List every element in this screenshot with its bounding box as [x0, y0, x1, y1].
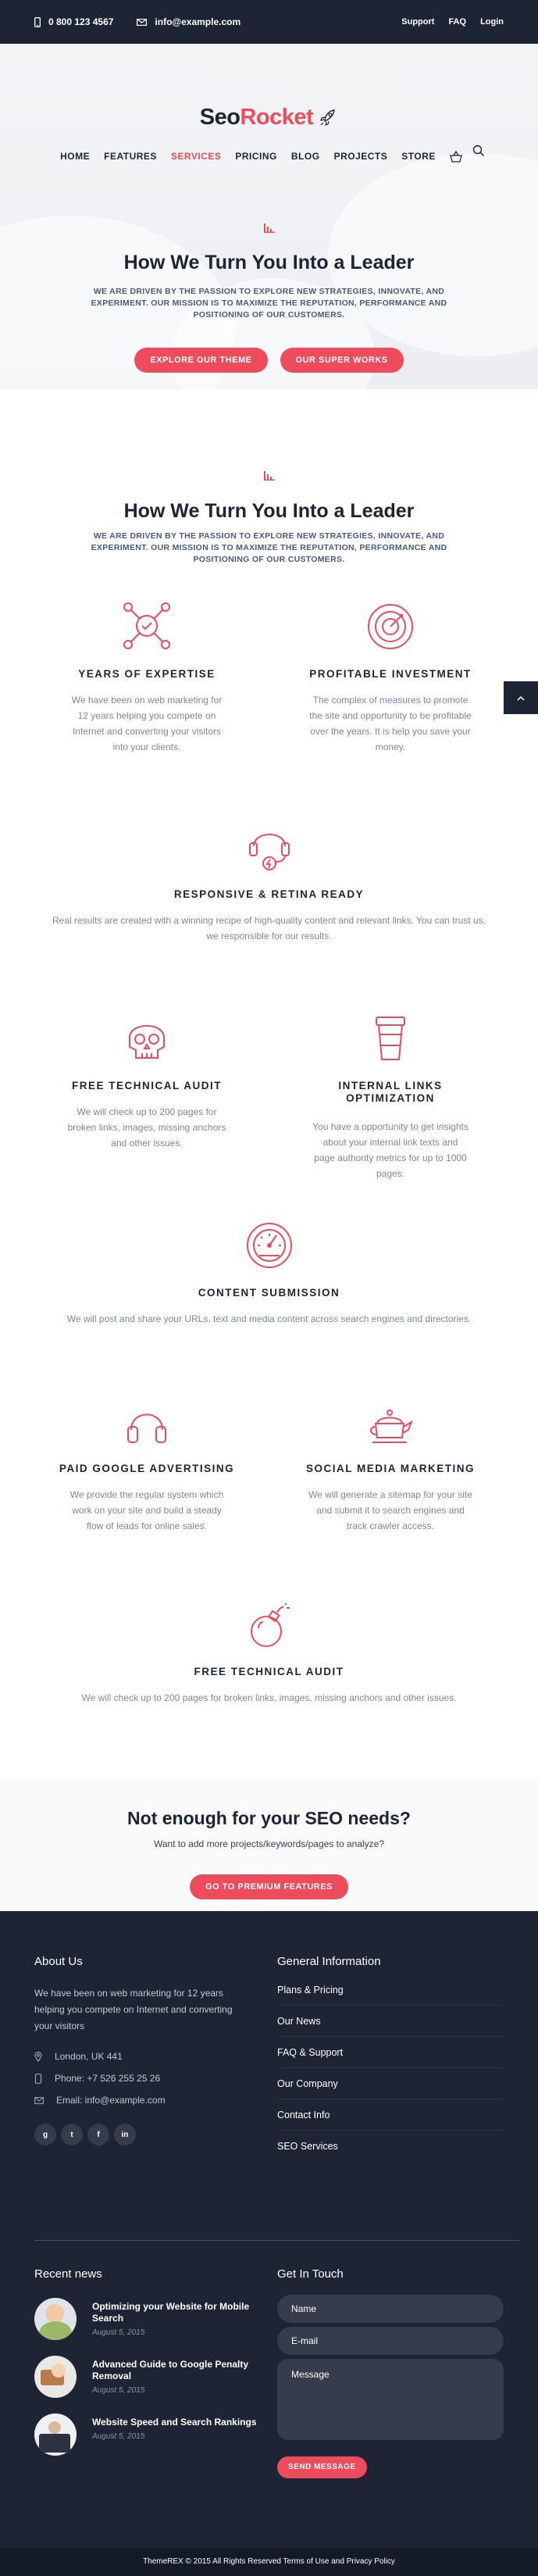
nav-store[interactable]: STORE — [401, 151, 436, 162]
headphones-icon — [30, 1391, 264, 1445]
contact-form — [277, 2267, 511, 2478]
premium-features-button[interactable]: GO TO PREMIUM FEATURES — [190, 1874, 348, 1899]
logo-text-seo: Seo — [199, 105, 240, 130]
feature-text: We have been on web marketing for 12 years helping you compete on Internet and converting your visitors into your clients. — [71, 695, 223, 752]
phone-number: 0 800 123 4567 — [48, 16, 114, 27]
email-address: info@example.com — [155, 16, 241, 27]
target-icon — [273, 596, 508, 651]
feature-title: SOCIAL MEDIA MARKETING — [305, 1463, 475, 1474]
feature-title: CONTENT SUBMISSION — [198, 1287, 340, 1299]
feature-paid-google-ads — [30, 1391, 264, 1534]
login-link[interactable]: Login — [480, 17, 504, 27]
message-field[interactable]: Message — [277, 2359, 504, 2440]
section-subtitle: WE ARE DRIVEN BY THE PASSION TO EXPLORE NEW STRATEGIES, INNOVATE, AND EXPERIMENT. OUR MISSION IS TO MAXIMIZE THE REPUTATION, PERFORMANCE AND POSITIONING OF OUR CUSTOMERS. — [91, 531, 447, 564]
general-info-block — [277, 1955, 504, 2162]
phone-item[interactable] — [34, 16, 113, 27]
address-item — [34, 2045, 253, 2067]
hero-section — [0, 44, 538, 389]
about-title: About Us — [34, 1955, 83, 1968]
bar-chart-icon — [0, 223, 538, 233]
get-in-touch-title: Get In Touch — [277, 2267, 344, 2281]
speedometer-icon — [34, 1215, 504, 1270]
news-title[interactable]: Website Speed and Search Rankings — [92, 2417, 257, 2428]
phone-item — [34, 2067, 253, 2089]
news-title[interactable]: Optimizing your Website for Mobile Search — [92, 2301, 250, 2324]
news-item[interactable] — [34, 2298, 269, 2340]
nav-services[interactable]: SERVICES — [170, 151, 222, 162]
rocket-icon — [318, 108, 338, 128]
feature-text: The complex of measures to promote the site and opportunity to be profitable over the years. It is help you save your money. — [309, 695, 472, 752]
feature-text: We will generate a sitemap for your site and submit it to search engines and track crawler access. — [308, 1489, 472, 1531]
about-text: We have been on web marketing for 12 years helping you compete on Internet and converting your visitors — [34, 1988, 233, 2031]
copyright-bar — [0, 2548, 538, 2576]
hero-title: How We Turn You Into a Leader — [123, 252, 415, 273]
feature-text: We will post and share your URLs, text and media content across search engines and directories. — [66, 1313, 472, 1324]
feature-title: FREE TECHNICAL AUDIT — [72, 1080, 222, 1091]
main-nav — [0, 150, 538, 163]
section-title: How We Turn You Into a Leader — [123, 500, 415, 522]
nav-features[interactable]: FEATURES — [104, 151, 157, 162]
social-links — [34, 2124, 253, 2145]
email-item — [34, 2089, 253, 2111]
link-seo-services[interactable]: SEO Services — [277, 2141, 338, 2152]
feature-free-technical-audit-2 — [34, 1594, 504, 1706]
mobile-phone-icon — [34, 2074, 42, 2084]
cup-icon — [273, 1008, 508, 1063]
nav-home[interactable]: HOME — [60, 151, 91, 162]
phone-text: Phone: +7 526 255 25 26 — [55, 2073, 161, 2084]
twitter-icon[interactable]: t — [61, 2124, 83, 2145]
general-info-title: General Information — [277, 1955, 381, 1968]
news-date: August 5, 2015 — [92, 2432, 145, 2441]
recent-news-block — [34, 2267, 269, 2471]
logo[interactable] — [0, 105, 538, 130]
envelope-icon — [137, 19, 147, 26]
feature-title: RESPONSIVE & RETINA READY — [173, 888, 365, 900]
feature-title: FREE TECHNICAL AUDIT — [194, 1666, 344, 1677]
support-link[interactable]: Support — [401, 17, 435, 27]
facebook-icon[interactable]: f — [87, 2124, 109, 2145]
back-to-top-button[interactable] — [504, 681, 538, 714]
news-date: August 5, 2015 — [92, 2328, 145, 2337]
address-text: London, UK 441 — [55, 2051, 123, 2062]
link-our-news[interactable]: Our News — [277, 2006, 504, 2037]
logo-text-rocket: Rocket — [240, 105, 314, 130]
feature-title: YEARS OF EXPERTISE — [78, 668, 216, 680]
feature-text: Real results are created with a winning recipe of high-quality content and relevant links. You can trust us, we responsible for our results. — [52, 915, 486, 941]
cart-icon[interactable] — [449, 150, 463, 163]
bar-chart-icon — [0, 471, 538, 481]
link-our-company[interactable]: Our Company — [277, 2068, 504, 2099]
news-date: August 5, 2015 — [92, 2386, 145, 2395]
recent-news-title: Recent news — [34, 2267, 102, 2281]
feature-text: We will check up to 200 pages for broken links, images, missing anchors and other issues. — [67, 1106, 226, 1149]
feature-profitable-investment — [273, 596, 508, 755]
super-works-button[interactable]: OUR SUPER WORKS — [280, 348, 404, 373]
feature-free-technical-audit — [30, 1008, 264, 1151]
copyright-text: ThemeREX © 2015 All Rights Reserved Terms of Use and Privacy Policy — [143, 2557, 395, 2566]
network-icon — [30, 596, 264, 651]
feature-social-media-marketing — [273, 1391, 508, 1534]
nav-blog[interactable]: BLOG — [290, 151, 320, 162]
news-title[interactable]: Advanced Guide to Google Penalty Removal — [92, 2359, 249, 2381]
nav-projects[interactable]: PROJECTS — [333, 151, 388, 162]
news-thumbnail — [34, 2413, 77, 2456]
link-contact-info[interactable]: Contact Info — [277, 2099, 504, 2131]
teapot-icon — [273, 1391, 508, 1445]
send-message-button[interactable]: SEND MESSAGE — [277, 2456, 367, 2478]
feature-title: PAID GOOGLE ADVERTISING — [59, 1463, 235, 1474]
map-pin-icon — [34, 2052, 42, 2062]
link-faq-support[interactable]: FAQ & Support — [277, 2037, 504, 2068]
footer — [0, 1911, 538, 2548]
explore-theme-button[interactable]: EXPLORE OUR THEME — [134, 348, 267, 373]
google-plus-icon[interactable]: g — [34, 2124, 56, 2145]
email-text[interactable]: Email: info@example.com — [56, 2095, 166, 2106]
cta-section — [0, 1780, 538, 1911]
cta-title: Not enough for your SEO needs? — [127, 1808, 411, 1828]
headset-icon — [34, 816, 504, 871]
skull-icon — [30, 1008, 264, 1063]
linkedin-icon[interactable]: in — [114, 2124, 136, 2145]
feature-years-of-expertise — [30, 596, 264, 755]
link-plans-pricing[interactable]: Plans & Pricing — [277, 1974, 504, 2006]
nav-pricing[interactable]: PRICING — [235, 151, 277, 162]
email-item[interactable] — [137, 16, 240, 27]
feature-text: We will check up to 200 pages for broken links, images, missing anchors and other issues. — [81, 1692, 457, 1703]
email-field[interactable]: E-mail — [277, 2327, 504, 2355]
footer-divider — [34, 2240, 519, 2241]
chevron-up-icon — [517, 695, 525, 701]
feature-title: PROFITABLE INVESTMENT — [309, 668, 472, 680]
feature-text: You have a opportunity to get insights about your internal link texts and page authority metrics for up to 1000 pages. — [312, 1121, 469, 1179]
news-item[interactable] — [34, 2356, 269, 2398]
feature-content-submission — [34, 1215, 504, 1327]
envelope-icon — [34, 2097, 44, 2104]
name-field[interactable]: Name — [277, 2295, 504, 2323]
faq-link[interactable]: FAQ — [448, 17, 467, 27]
feature-internal-links — [273, 1008, 508, 1181]
hero-subtitle: WE ARE DRIVEN BY THE PASSION TO EXPLORE NEW STRATEGIES, INNOVATE, AND EXPERIMENT. OUR MISSION IS TO MAXIMIZE THE REPUTATION, PERFORMANCE AND POSITIONING OF OUR CUSTOMERS. — [91, 287, 447, 320]
news-thumbnail — [34, 2356, 77, 2398]
bomb-icon — [34, 1594, 504, 1649]
about-us-block — [34, 1955, 253, 2145]
feature-responsive-retina — [34, 816, 504, 944]
news-thumbnail — [34, 2298, 77, 2340]
mobile-phone-icon — [34, 17, 41, 27]
news-item[interactable] — [34, 2413, 269, 2456]
search-icon[interactable] — [472, 145, 485, 157]
top-bar — [0, 0, 538, 44]
feature-text: We provide the regular system which work on your site and build a steady flow of leads for online sales. — [69, 1489, 224, 1531]
cta-text: Want to add more projects/keywords/pages to analyze? — [153, 1838, 385, 1849]
feature-title: INTERNAL LINKS OPTIMIZATION — [338, 1080, 443, 1104]
